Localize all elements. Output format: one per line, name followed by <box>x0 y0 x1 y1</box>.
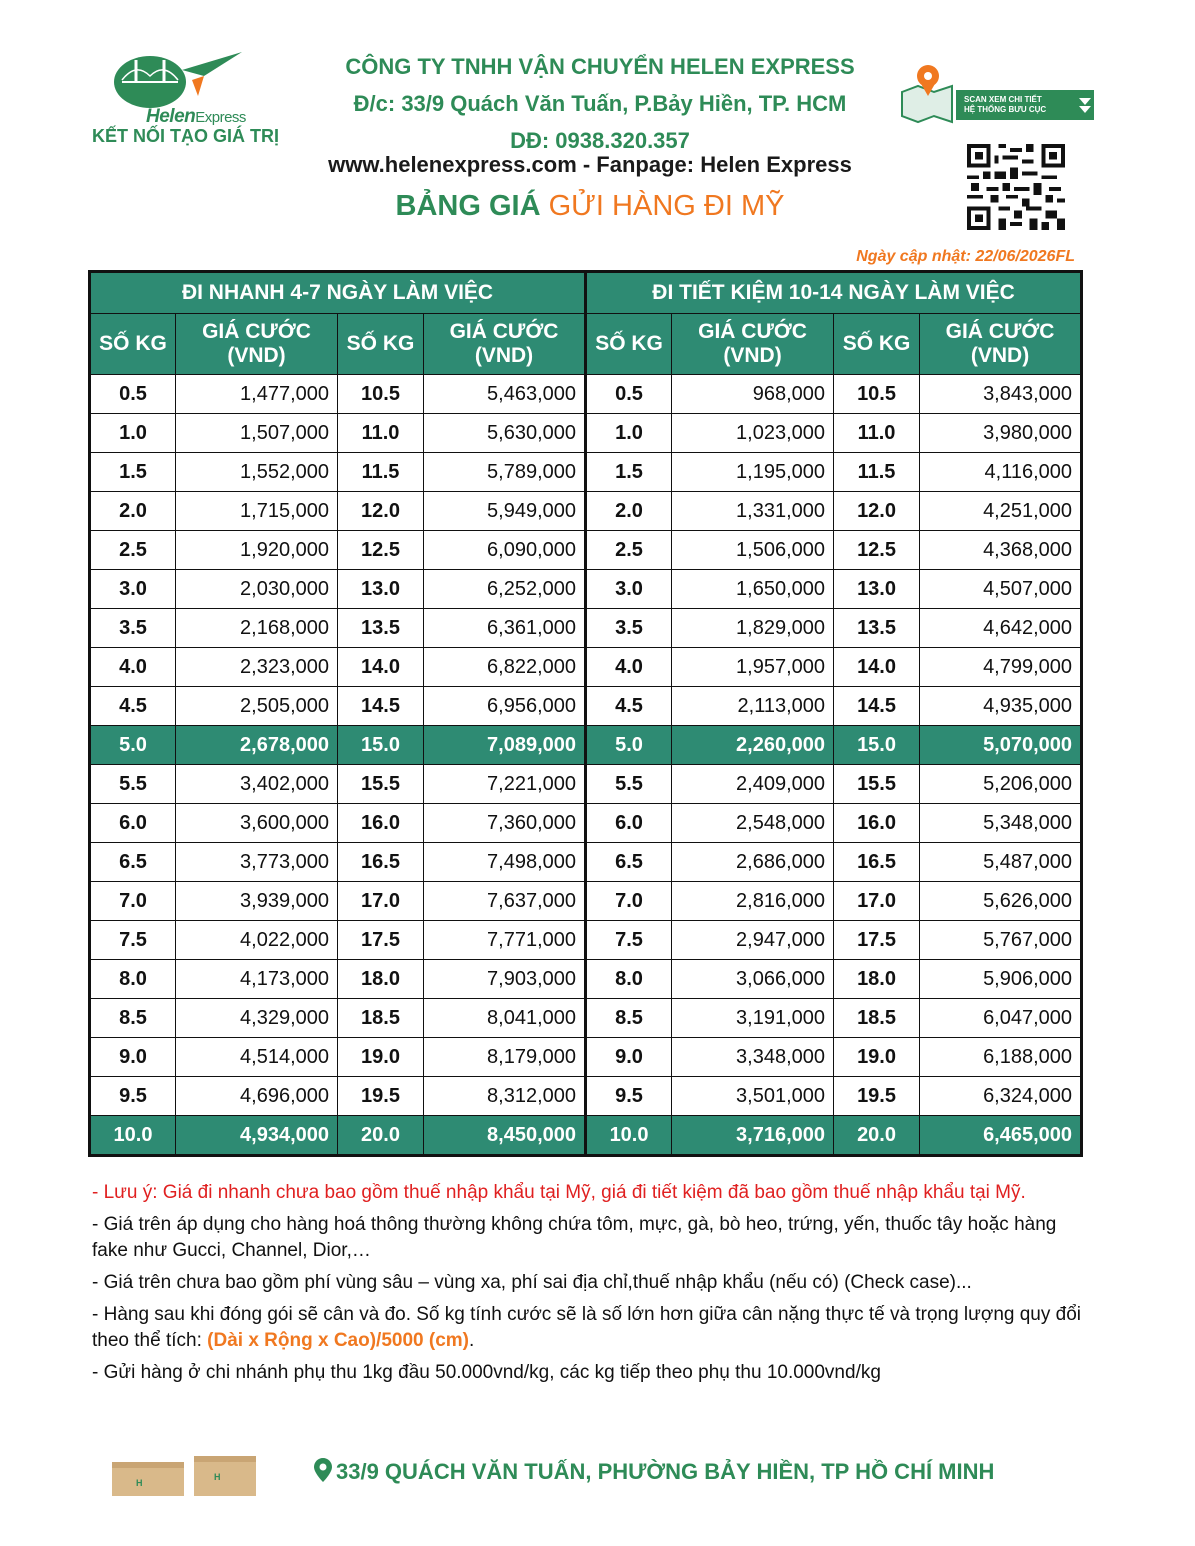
price-cell: 3,716,000 <box>672 1116 834 1156</box>
column-header-kg: SỐ KG <box>834 314 920 375</box>
weight-cell: 16.5 <box>834 843 920 882</box>
company-phone: DĐ: 0938.320.357 <box>510 128 690 153</box>
weight-cell: 14.0 <box>834 648 920 687</box>
weight-cell: 10.5 <box>834 375 920 414</box>
price-cell: 7,637,000 <box>424 882 586 921</box>
column-header-price: GIÁ CƯỚC (VND) <box>672 314 834 375</box>
price-cell: 8,041,000 <box>424 999 586 1038</box>
price-cell: 7,903,000 <box>424 960 586 999</box>
table-row <box>90 648 1082 687</box>
price-cell: 6,324,000 <box>920 1077 1082 1116</box>
weight-cell: 14.0 <box>338 648 424 687</box>
weight-cell: 19.5 <box>338 1077 424 1116</box>
weight-cell: 8.0 <box>90 960 176 999</box>
weight-cell: 19.0 <box>338 1038 424 1077</box>
price-cell: 2,505,000 <box>176 687 338 726</box>
weight-cell: 1.5 <box>90 453 176 492</box>
price-cell: 4,642,000 <box>920 609 1082 648</box>
column-header-kg: SỐ KG <box>90 314 176 375</box>
weight-cell: 20.0 <box>834 1116 920 1156</box>
weight-cell: 2.5 <box>586 531 672 570</box>
price-cell: 3,501,000 <box>672 1077 834 1116</box>
volume-formula: (Dài x Rộng x Cao)/5000 (cm) <box>207 1330 469 1351</box>
price-cell: 7,360,000 <box>424 804 586 843</box>
table-row <box>90 765 1082 804</box>
slogan: KẾT NỐI TẠO GIÁ TRỊ <box>92 126 279 146</box>
price-cell: 2,678,000 <box>176 726 338 765</box>
table-row <box>90 804 1082 843</box>
weight-cell: 5.5 <box>90 765 176 804</box>
weight-cell: 10.0 <box>90 1116 176 1156</box>
price-cell: 5,463,000 <box>424 375 586 414</box>
price-cell: 6,822,000 <box>424 648 586 687</box>
price-cell: 1,023,000 <box>672 414 834 453</box>
table-row <box>90 921 1082 960</box>
price-cell: 2,409,000 <box>672 765 834 804</box>
weight-cell: 0.5 <box>586 375 672 414</box>
price-cell: 6,047,000 <box>920 999 1082 1038</box>
price-cell: 5,070,000 <box>920 726 1082 765</box>
weight-cell: 11.0 <box>834 414 920 453</box>
weight-cell: 5.0 <box>586 726 672 765</box>
price-cell: 3,980,000 <box>920 414 1082 453</box>
weight-cell: 17.5 <box>338 921 424 960</box>
weight-cell: 12.0 <box>338 492 424 531</box>
weight-cell: 13.0 <box>834 570 920 609</box>
company-info <box>330 48 870 159</box>
price-cell: 2,548,000 <box>672 804 834 843</box>
price-cell: 5,630,000 <box>424 414 586 453</box>
price-cell: 4,251,000 <box>920 492 1082 531</box>
weight-cell: 17.0 <box>834 882 920 921</box>
weight-cell: 2.5 <box>90 531 176 570</box>
weight-cell: 3.5 <box>586 609 672 648</box>
weight-cell: 15.0 <box>338 726 424 765</box>
price-cell: 8,450,000 <box>424 1116 586 1156</box>
table-row <box>90 375 1082 414</box>
price-cell: 2,030,000 <box>176 570 338 609</box>
company-logo <box>92 40 322 152</box>
weight-cell: 6.5 <box>586 843 672 882</box>
svg-text:H: H <box>136 1478 143 1488</box>
table-row <box>90 453 1082 492</box>
table-row <box>90 999 1082 1038</box>
price-cell: 2,260,000 <box>672 726 834 765</box>
parcel-boxes-icon <box>110 1454 260 1498</box>
table-row <box>90 531 1082 570</box>
page-title: BẢNG GIÁ GỬI HÀNG ĐI MỸ <box>395 190 785 222</box>
weight-cell: 13.0 <box>338 570 424 609</box>
weight-cell: 5.5 <box>586 765 672 804</box>
weight-cell: 12.0 <box>834 492 920 531</box>
weight-cell: 18.5 <box>338 999 424 1038</box>
price-cell: 4,514,000 <box>176 1038 338 1077</box>
price-cell: 8,179,000 <box>424 1038 586 1077</box>
weight-cell: 3.0 <box>586 570 672 609</box>
location-pin-icon <box>314 1458 332 1482</box>
price-cell: 4,116,000 <box>920 453 1082 492</box>
weight-cell: 12.5 <box>338 531 424 570</box>
weight-cell: 1.5 <box>586 453 672 492</box>
price-cell: 4,329,000 <box>176 999 338 1038</box>
weight-cell: 18.5 <box>834 999 920 1038</box>
price-cell: 5,206,000 <box>920 765 1082 804</box>
table-row <box>90 960 1082 999</box>
weight-cell: 7.5 <box>90 921 176 960</box>
weight-cell: 8.5 <box>90 999 176 1038</box>
price-cell: 5,906,000 <box>920 960 1082 999</box>
table-row <box>90 1077 1082 1116</box>
weight-cell: 15.0 <box>834 726 920 765</box>
price-cell: 2,113,000 <box>672 687 834 726</box>
group-header-fast: ĐI NHANH 4-7 NGÀY LÀM VIỆC <box>90 272 586 314</box>
price-cell: 5,626,000 <box>920 882 1082 921</box>
weight-cell: 16.5 <box>338 843 424 882</box>
price-cell: 1,195,000 <box>672 453 834 492</box>
weight-cell: 2.0 <box>90 492 176 531</box>
price-cell: 2,816,000 <box>672 882 834 921</box>
scan-banner <box>898 62 1096 126</box>
weight-cell: 9.0 <box>90 1038 176 1077</box>
weight-cell: 8.5 <box>586 999 672 1038</box>
weight-cell: 2.0 <box>586 492 672 531</box>
price-cell: 4,022,000 <box>176 921 338 960</box>
table-row <box>90 687 1082 726</box>
price-cell: 5,487,000 <box>920 843 1082 882</box>
price-cell: 3,843,000 <box>920 375 1082 414</box>
table-row <box>90 726 1082 765</box>
price-cell: 6,361,000 <box>424 609 586 648</box>
scan-label: SCAN XEM CHI TIẾT HỆ THỐNG BƯU CỤC <box>956 90 1076 120</box>
weight-cell: 18.0 <box>834 960 920 999</box>
weight-cell: 18.0 <box>338 960 424 999</box>
table-row <box>90 1038 1082 1077</box>
map-pin-icon <box>898 62 958 124</box>
price-cell: 968,000 <box>672 375 834 414</box>
weight-cell: 6.0 <box>586 804 672 843</box>
price-cell: 3,939,000 <box>176 882 338 921</box>
weight-cell: 7.0 <box>586 882 672 921</box>
table-row <box>90 609 1082 648</box>
weight-cell: 5.0 <box>90 726 176 765</box>
price-cell: 4,173,000 <box>176 960 338 999</box>
weight-cell: 10.0 <box>586 1116 672 1156</box>
weight-cell: 13.5 <box>834 609 920 648</box>
price-table-body <box>90 375 1082 1156</box>
weight-cell: 11.5 <box>338 453 424 492</box>
price-cell: 2,168,000 <box>176 609 338 648</box>
price-cell: 1,331,000 <box>672 492 834 531</box>
price-cell: 7,498,000 <box>424 843 586 882</box>
column-header-price: GIÁ CƯỚC (VND) <box>176 314 338 375</box>
qr-code-icon[interactable] <box>966 144 1066 230</box>
price-cell: 1,957,000 <box>672 648 834 687</box>
weight-cell: 9.0 <box>586 1038 672 1077</box>
weight-cell: 17.0 <box>338 882 424 921</box>
weight-cell: 9.5 <box>586 1077 672 1116</box>
weight-cell: 17.5 <box>834 921 920 960</box>
weight-cell: 0.5 <box>90 375 176 414</box>
price-cell: 2,947,000 <box>672 921 834 960</box>
price-cell: 7,771,000 <box>424 921 586 960</box>
weight-cell: 7.5 <box>586 921 672 960</box>
table-row <box>90 1116 1082 1156</box>
weight-cell: 20.0 <box>338 1116 424 1156</box>
price-cell: 1,920,000 <box>176 531 338 570</box>
weight-cell: 19.0 <box>834 1038 920 1077</box>
weight-cell: 12.5 <box>834 531 920 570</box>
column-header-row <box>90 314 1082 375</box>
weight-cell: 11.5 <box>834 453 920 492</box>
weight-cell: 9.5 <box>90 1077 176 1116</box>
price-cell: 1,477,000 <box>176 375 338 414</box>
weight-cell: 4.0 <box>586 648 672 687</box>
svg-text:H: H <box>214 1472 221 1482</box>
weight-cell: 6.0 <box>90 804 176 843</box>
price-cell: 8,312,000 <box>424 1077 586 1116</box>
company-address: Đ/c: 33/9 Quách Văn Tuấn, P.Bảy Hiền, TP. HCM <box>353 91 847 116</box>
company-name: CÔNG TY TNHH VẬN CHUYỂN HELEN EXPRESS <box>345 54 855 79</box>
price-cell: 6,188,000 <box>920 1038 1082 1077</box>
weight-cell: 7.0 <box>90 882 176 921</box>
weight-cell: 4.5 <box>90 687 176 726</box>
price-cell: 2,686,000 <box>672 843 834 882</box>
weight-cell: 3.0 <box>90 570 176 609</box>
update-date: Ngày cập nhật: 22/06/2026FL <box>856 248 1075 265</box>
column-header-price: GIÁ CƯỚC (VND) <box>920 314 1082 375</box>
note-goods: - Giá trên áp dụng cho hàng hoá thông thường không chứa tôm, mực, gà, bò heo, trứng, yến, thuốc tây hoặc hàng fake như Gucci, Channel, Dior,… <box>92 1214 1057 1261</box>
price-cell: 3,600,000 <box>176 804 338 843</box>
price-cell: 3,066,000 <box>672 960 834 999</box>
column-header-price: GIÁ CƯỚC (VND) <box>424 314 586 375</box>
price-cell: 6,956,000 <box>424 687 586 726</box>
price-cell: 3,773,000 <box>176 843 338 882</box>
price-cell: 5,949,000 <box>424 492 586 531</box>
weight-cell: 13.5 <box>338 609 424 648</box>
weight-cell: 11.0 <box>338 414 424 453</box>
table-row <box>90 570 1082 609</box>
price-cell: 6,252,000 <box>424 570 586 609</box>
weight-cell: 16.0 <box>338 804 424 843</box>
weight-cell: 10.5 <box>338 375 424 414</box>
price-cell: 1,829,000 <box>672 609 834 648</box>
weight-cell: 14.5 <box>338 687 424 726</box>
notes-section <box>92 1180 1082 1392</box>
price-cell: 7,089,000 <box>424 726 586 765</box>
footer-address: 33/9 QUÁCH VĂN TUẤN, PHƯỜNG BẢY HIỀN, TP HỒ CHÍ MINH <box>314 1458 994 1485</box>
column-header-kg: SỐ KG <box>338 314 424 375</box>
table-row <box>90 843 1082 882</box>
price-cell: 6,090,000 <box>424 531 586 570</box>
weight-cell: 6.5 <box>90 843 176 882</box>
weight-cell: 8.0 <box>586 960 672 999</box>
weight-cell: 15.5 <box>338 765 424 804</box>
price-cell: 4,507,000 <box>920 570 1082 609</box>
price-cell: 5,348,000 <box>920 804 1082 843</box>
price-cell: 4,368,000 <box>920 531 1082 570</box>
group-header-eco: ĐI TIẾT KIỆM 10-14 NGÀY LÀM VIỆC <box>586 272 1082 314</box>
table-row <box>90 882 1082 921</box>
price-cell: 3,402,000 <box>176 765 338 804</box>
column-header-kg: SỐ KG <box>586 314 672 375</box>
logo-brand: HelenExpress <box>146 106 246 127</box>
price-cell: 1,552,000 <box>176 453 338 492</box>
weight-cell: 1.0 <box>586 414 672 453</box>
chevron-down-icon <box>1076 90 1094 120</box>
price-cell: 4,799,000 <box>920 648 1082 687</box>
weight-cell: 4.0 <box>90 648 176 687</box>
note-tax: - Lưu ý: Giá đi nhanh chưa bao gồm thuế nhập khẩu tại Mỹ, giá đi tiết kiệm đã bao gồm thuế nhập khẩu tại Mỹ. <box>92 1182 1026 1203</box>
note-branch-surcharge: - Gửi hàng ở chi nhánh phụ thu 1kg đầu 50.000vnd/kg, các kg tiếp theo phụ thu 10.000vnd/kg <box>92 1362 881 1383</box>
note-weight: - Hàng sau khi đóng gói sẽ cân và đo. Số kg tính cước sẽ là số lớn hơn giữa cân nặng thực tế và trọng lượng quy đổi theo thể tích: (Dài x Rộng x Cao)/5000 (cm). <box>92 1304 1082 1351</box>
note-fees: - Giá trên chưa bao gồm phí vùng sâu – vùng xa, phí sai địa chỉ,thuế nhập khẩu (nếu có) (Check case)... <box>92 1272 972 1293</box>
weight-cell: 4.5 <box>586 687 672 726</box>
price-cell: 4,935,000 <box>920 687 1082 726</box>
price-cell: 4,934,000 <box>176 1116 338 1156</box>
price-cell: 4,696,000 <box>176 1077 338 1116</box>
website-line: www.helenexpress.com - Fanpage: Helen Express <box>328 152 852 177</box>
bridge-logo-icon <box>92 40 252 112</box>
price-cell: 7,221,000 <box>424 765 586 804</box>
weight-cell: 15.5 <box>834 765 920 804</box>
weight-cell: 3.5 <box>90 609 176 648</box>
price-cell: 1,650,000 <box>672 570 834 609</box>
price-cell: 2,323,000 <box>176 648 338 687</box>
price-cell: 1,507,000 <box>176 414 338 453</box>
price-cell: 6,465,000 <box>920 1116 1082 1156</box>
price-cell: 5,789,000 <box>424 453 586 492</box>
weight-cell: 1.0 <box>90 414 176 453</box>
table-row <box>90 414 1082 453</box>
price-table <box>88 270 1083 1157</box>
weight-cell: 16.0 <box>834 804 920 843</box>
price-cell: 1,506,000 <box>672 531 834 570</box>
price-cell: 3,191,000 <box>672 999 834 1038</box>
price-cell: 5,767,000 <box>920 921 1082 960</box>
price-cell: 3,348,000 <box>672 1038 834 1077</box>
price-cell: 1,715,000 <box>176 492 338 531</box>
weight-cell: 19.5 <box>834 1077 920 1116</box>
table-row <box>90 492 1082 531</box>
weight-cell: 14.5 <box>834 687 920 726</box>
